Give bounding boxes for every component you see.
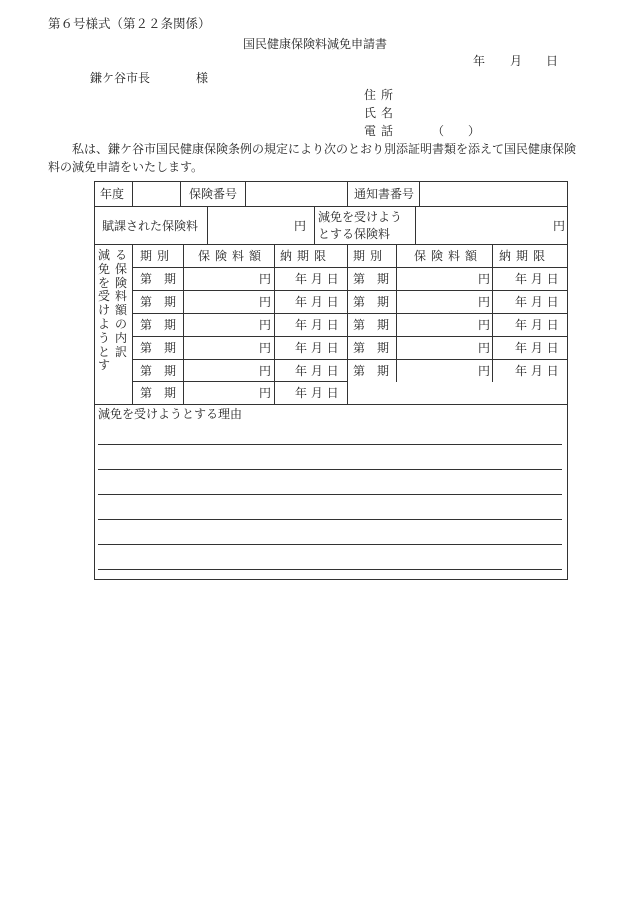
period-header-right: 期別 <box>353 249 388 263</box>
period-cell: 第 期 <box>140 364 177 378</box>
period-cell: 第 期 <box>353 341 390 355</box>
period-header-left: 期別 <box>140 249 175 263</box>
period-cell: 第 期 <box>353 318 390 332</box>
exemption-request-label-line1: 減免を受けよう <box>318 210 403 224</box>
application-statement: 私は、鎌ケ谷市国民健康保険条例の規定により次のとおり別添証明書類を添えて国民健康保険料の減免申請をいたします。 <box>48 142 577 174</box>
yen-unit: 円 <box>478 341 491 355</box>
yen-unit: 円 <box>259 295 272 309</box>
name-label: 氏名 <box>364 106 399 120</box>
yen-unit: 円 <box>259 364 272 378</box>
yen-unit: 円 <box>259 341 272 355</box>
insurance-number-label: 保険番号 <box>189 187 238 201</box>
notice-number-field[interactable] <box>420 182 567 206</box>
due-date-cell: 年 月 日 <box>515 318 559 332</box>
exemption-request-yen-unit: 円 <box>553 219 566 233</box>
form-number-label: 第６号様式（第２２条関係） <box>48 16 211 31</box>
breakdown-label-column-2: る 保 険 料 額 の 内 訳 <box>115 248 128 359</box>
assessed-premium-label: 賦課された保険料 <box>102 219 199 233</box>
fiscal-year-field[interactable] <box>133 182 180 206</box>
exemption-reason-field[interactable] <box>95 423 567 578</box>
period-cell: 第 期 <box>140 272 177 286</box>
period-cell: 第 期 <box>140 386 177 400</box>
period-cell: 第 期 <box>140 318 177 332</box>
addressee: 鎌ケ谷市長 <box>90 71 151 85</box>
exemption-request-field[interactable] <box>416 207 567 244</box>
period-cell: 第 期 <box>353 364 390 378</box>
amount-header-right: 保険料額 <box>414 249 483 263</box>
period-cell: 第 期 <box>140 341 177 355</box>
period-cell: 第 期 <box>353 272 390 286</box>
due-date-cell: 年 月 日 <box>515 295 559 309</box>
fiscal-year-label: 年度 <box>100 187 125 201</box>
period-cell: 第 期 <box>353 295 390 309</box>
exemption-reason-label: 減免を受けようとする理由 <box>98 407 243 421</box>
due-date-cell: 年 月 日 <box>295 386 339 400</box>
yen-unit: 円 <box>478 295 491 309</box>
address-label: 住所 <box>364 88 399 102</box>
exemption-request-label-line2: とする保険料 <box>318 227 391 241</box>
notice-number-label: 通知書番号 <box>354 187 415 201</box>
due-date-cell: 年 月 日 <box>515 272 559 286</box>
amount-header-left: 保険料額 <box>198 249 267 263</box>
breakdown-label-column-1: 減 免 を 受 け よ う と す <box>98 248 111 373</box>
phone-label: 電話 <box>364 124 399 138</box>
yen-unit: 円 <box>478 364 491 378</box>
period-cell: 第 期 <box>140 295 177 309</box>
date-day-label: 日 <box>546 54 559 68</box>
date-year-label: 年 <box>473 54 486 68</box>
due-header-left: 納期限 <box>280 249 332 263</box>
due-date-cell: 年 月 日 <box>295 364 339 378</box>
due-date-cell: 年 月 日 <box>295 295 339 309</box>
due-date-cell: 年 月 日 <box>295 318 339 332</box>
insurance-number-field[interactable] <box>246 182 347 206</box>
due-date-cell: 年 月 日 <box>295 341 339 355</box>
due-header-right: 納期限 <box>499 249 551 263</box>
assessed-yen-unit: 円 <box>294 219 307 233</box>
document-title: 国民健康保険料減免申請書 <box>242 37 387 51</box>
date-month-label: 月 <box>510 54 523 68</box>
honorific: 様 <box>196 71 209 85</box>
due-date-cell: 年 月 日 <box>515 341 559 355</box>
yen-unit: 円 <box>259 272 272 286</box>
phone-paren: （ ） <box>432 124 481 138</box>
yen-unit: 円 <box>259 386 272 400</box>
yen-unit: 円 <box>259 318 272 332</box>
yen-unit: 円 <box>478 318 491 332</box>
yen-unit: 円 <box>478 272 491 286</box>
due-date-cell: 年 月 日 <box>515 364 559 378</box>
due-date-cell: 年 月 日 <box>295 272 339 286</box>
